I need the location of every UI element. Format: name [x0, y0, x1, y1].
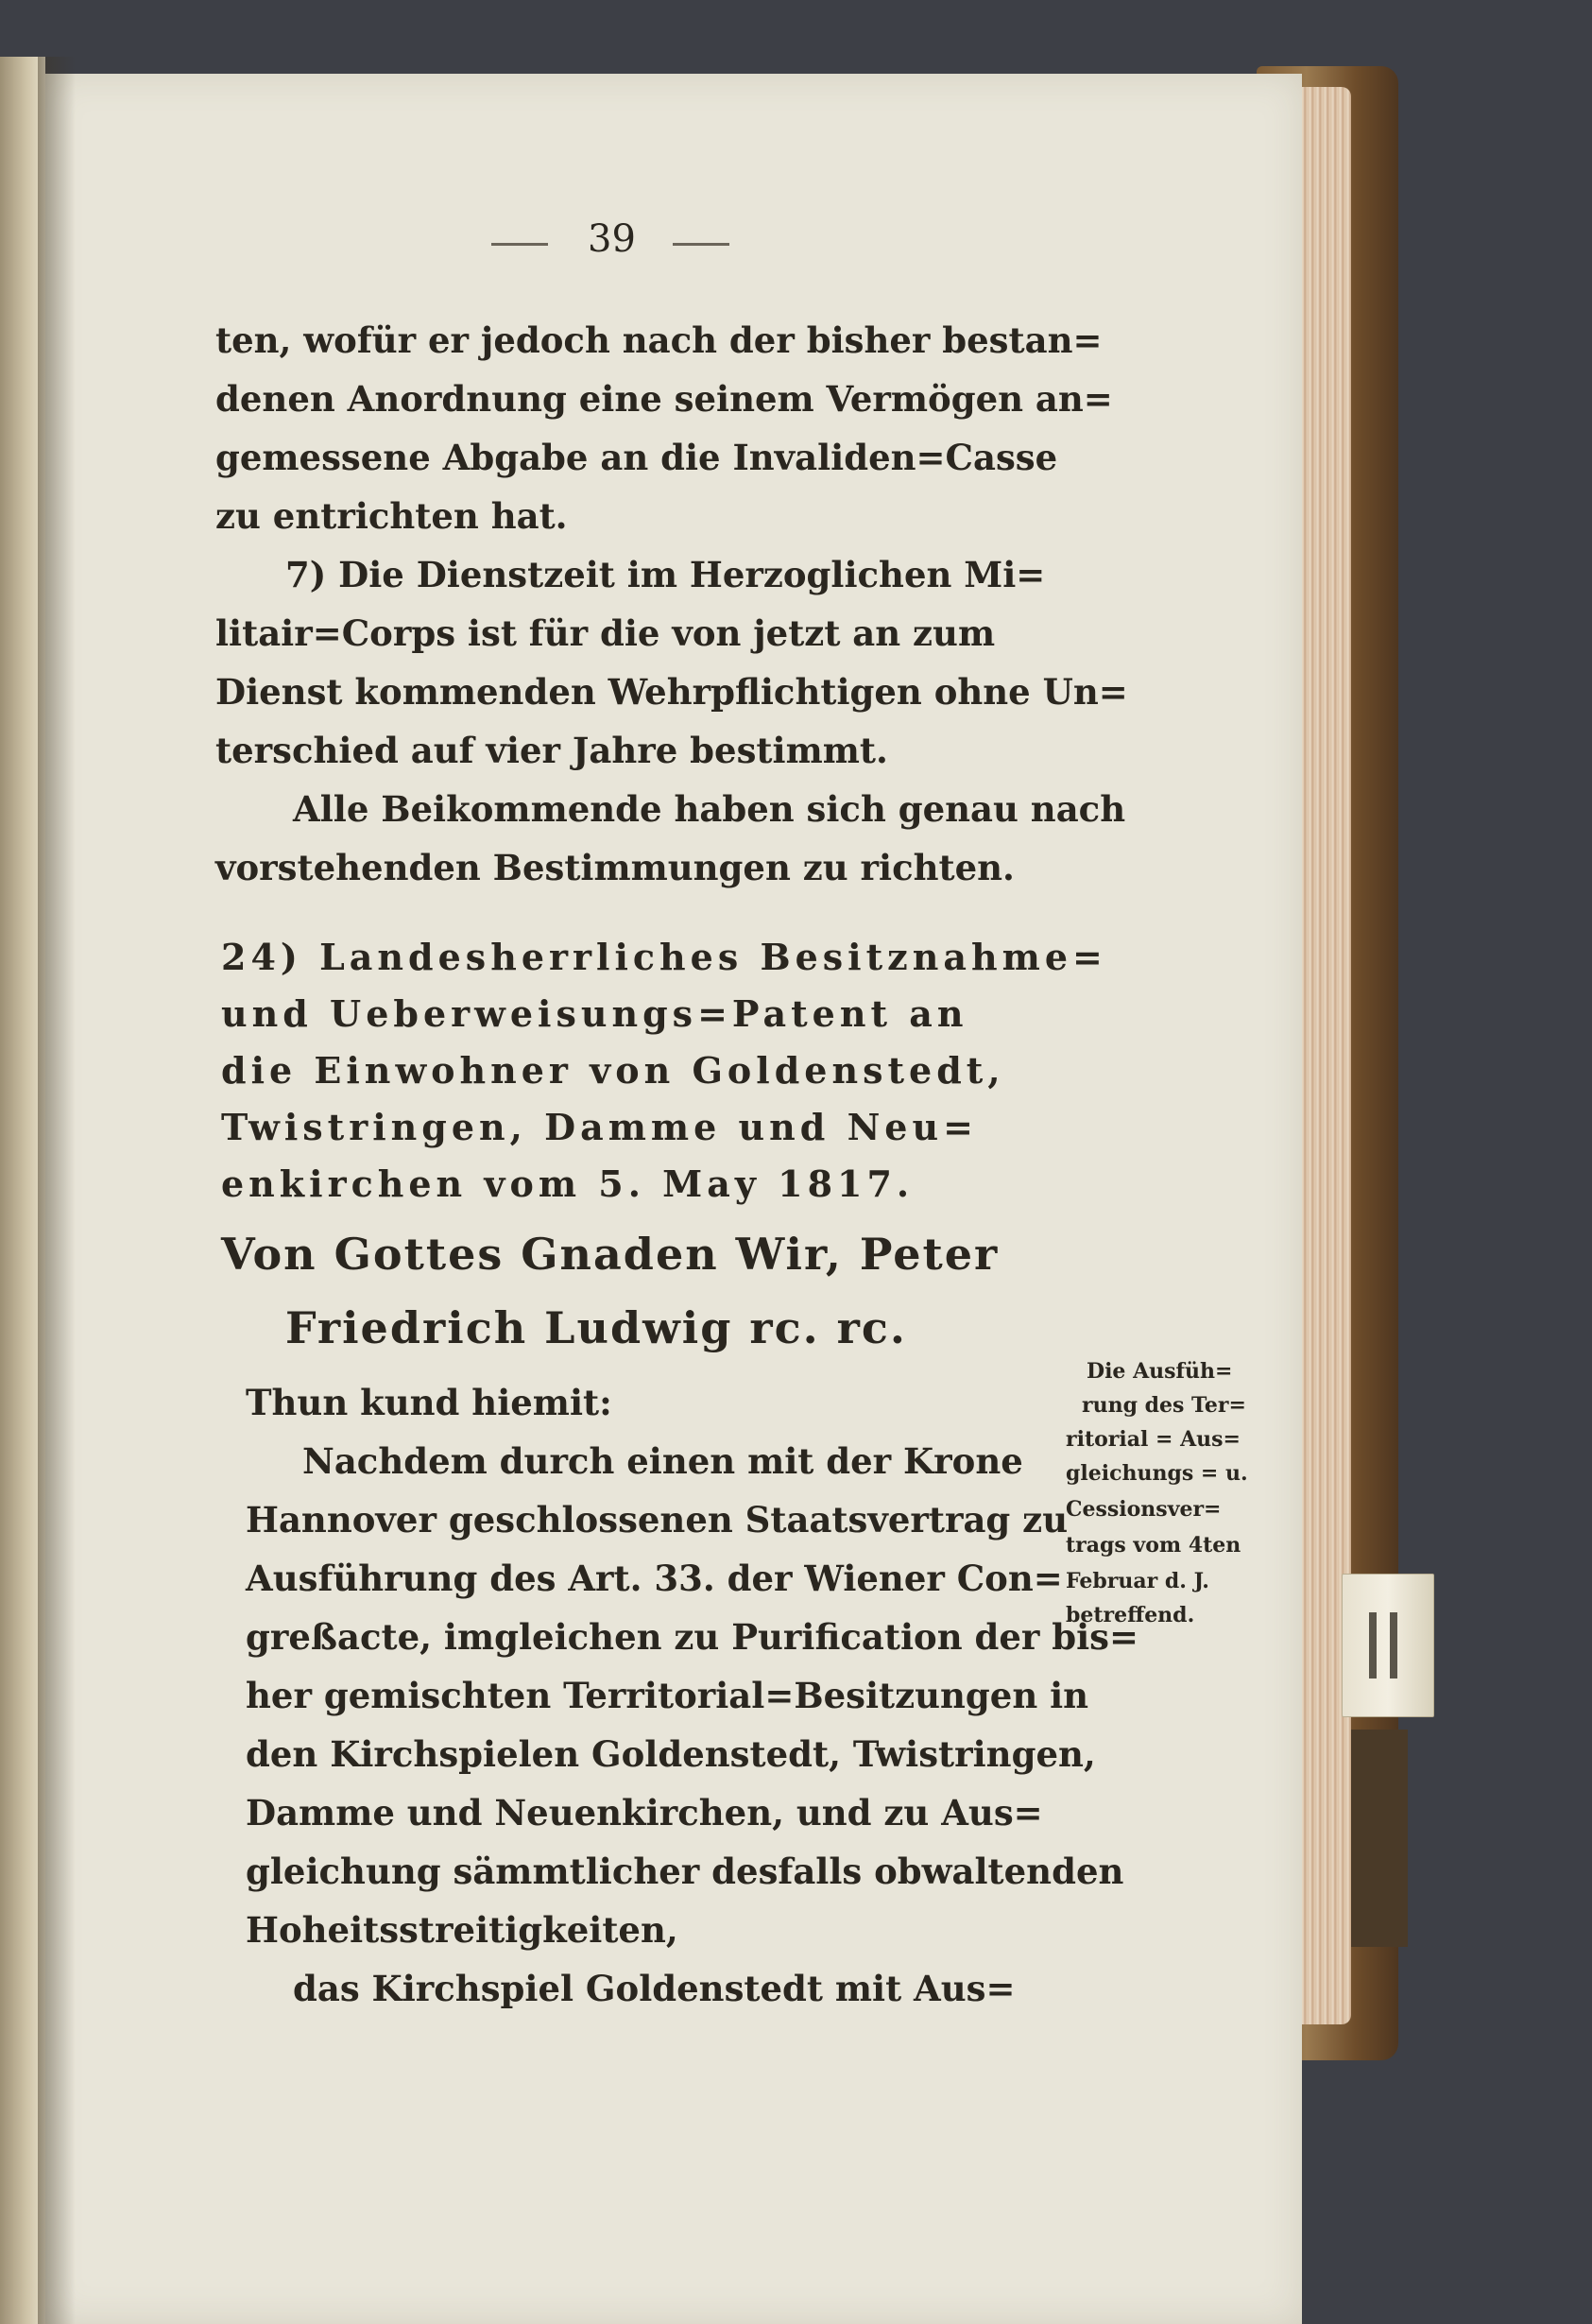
margin-note-line: gleichungs = u.	[1066, 1461, 1248, 1486]
margin-note-line: Die Ausfüh=	[1087, 1359, 1233, 1384]
margin-note-line: Cessionsver=	[1066, 1497, 1222, 1522]
decree-line: Nachdem durch einen mit der Krone	[302, 1440, 1023, 1482]
body-line: zu entrichten hat.	[215, 495, 568, 537]
body-line: denen Anordnung eine seinem Vermögen an=	[215, 378, 1113, 420]
header-rule-left	[491, 243, 548, 246]
decree-line: gleichung sämmtlicher desfalls obwaltenden	[246, 1851, 1124, 1892]
bookmark-tab	[1342, 1574, 1434, 1717]
header-rule-right	[673, 243, 729, 246]
decree-heading: Friedrich Ludwig rc. rc.	[285, 1302, 907, 1353]
decree-line: Ausführung des Art. 33. der Wiener Con=	[246, 1558, 1063, 1599]
decree-line: Damme und Neuenkirchen, und zu Aus=	[246, 1792, 1043, 1833]
margin-note-line: betreffend.	[1066, 1603, 1195, 1627]
body-line: Dienst kommenden Wehrpflichtigen ohne Un=	[215, 671, 1128, 713]
decree-line: her gemischten Territorial=Besitzungen in	[246, 1675, 1089, 1716]
decree-line: Thun kund hiemit:	[246, 1382, 612, 1423]
bookmark-mark	[1390, 1612, 1397, 1678]
body-line: Alle Beikommende haben sich genau nach	[293, 788, 1126, 830]
bookmark-mark	[1369, 1612, 1377, 1678]
margin-note-line: rung des Ter=	[1082, 1393, 1246, 1418]
body-line: terschied auf vier Jahre bestimmt.	[215, 730, 888, 771]
margin-note-line: Februar d. J.	[1066, 1569, 1209, 1593]
decree-line: greßacte, imgleichen zu Purification der bis=	[246, 1616, 1139, 1658]
page-number: 39	[588, 217, 636, 261]
decree-line: Hoheitsstreitigkeiten,	[246, 1909, 678, 1951]
decree-line: Hannover geschlossenen Staatsvertrag zu	[246, 1499, 1069, 1541]
margin-note-line: trags vom 4ten	[1066, 1533, 1241, 1558]
decree-line: den Kirchspielen Goldenstedt, Twistringen,	[246, 1733, 1096, 1775]
bookmark-tab-shadow	[1351, 1730, 1408, 1947]
body-line: ten, wofür er jedoch nach der bisher bestan=	[215, 319, 1103, 361]
spine-shadow	[38, 57, 76, 2324]
body-line: gemessene Abgabe an die Invaliden=Casse	[215, 437, 1058, 478]
section-title-line: enkirchen vom 5. May 1817.	[221, 1162, 915, 1205]
decree-heading: Von Gottes Gnaden Wir, Peter	[221, 1229, 1000, 1280]
body-line: 7) Die Dienstzeit im Herzoglichen Mi=	[285, 554, 1046, 595]
section-title-line: und Ueberweisungs=Patent an	[221, 992, 968, 1035]
section-title-line: 24) Landesherrliches Besitznahme=	[221, 936, 1107, 978]
section-title-line: Twistringen, Damme und Neu=	[221, 1106, 978, 1148]
decree-line: das Kirchspiel Goldenstedt mit Aus=	[293, 1968, 1016, 2009]
body-line: vorstehenden Bestimmungen zu richten.	[215, 847, 1015, 888]
margin-note-line: ritorial = Aus=	[1066, 1427, 1241, 1452]
body-line: litair=Corps ist für die von jetzt an zum	[215, 612, 996, 654]
section-title-line: die Einwohner von Goldenstedt,	[221, 1049, 1005, 1092]
